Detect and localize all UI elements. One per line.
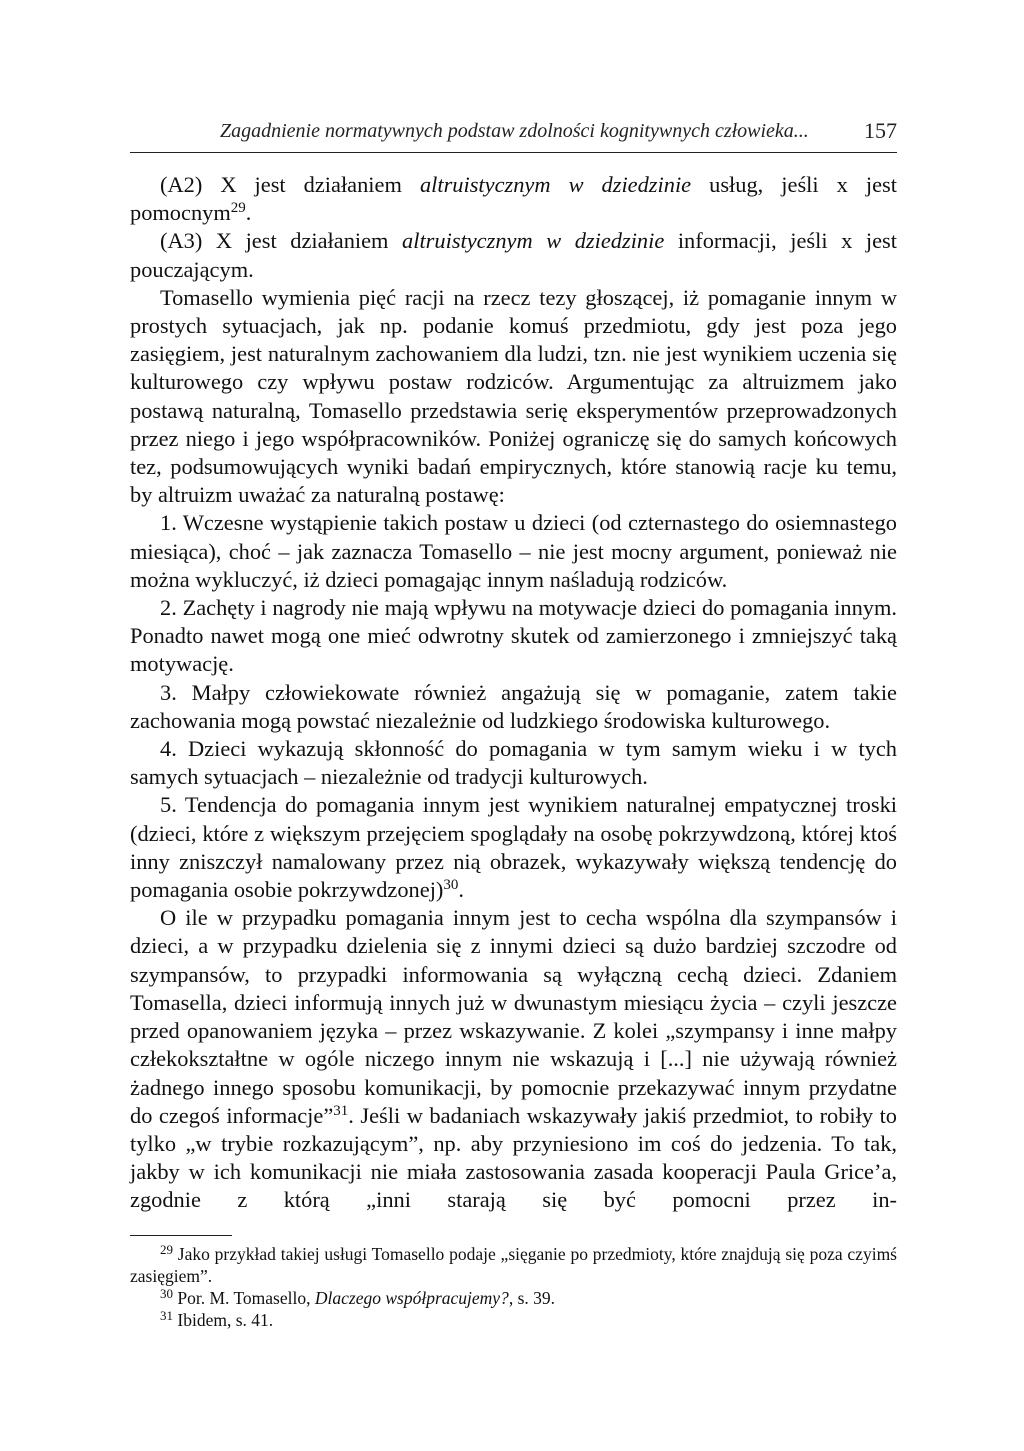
footnote-separator [130, 1235, 232, 1236]
list-item-2: 2. Zachęty i nagrody nie mają wpływu na motywacje dzieci do pomagania innym. Ponadto nawet mogą one mieć odwrotny skutek od zamierzonego i zmniejszyć taką motywację. [130, 595, 897, 677]
footnotes [130, 1243, 897, 1331]
footnote-30: $^{30}$ Por. M. Tomasello, Dlaczego współpracujemy?, s. 39. [160, 1286, 555, 1308]
definition-a2: (A2) X jest działaniem altruistycznym w dziedzinie usług, jeśli x jest pomocnym$^{29}$. [130, 172, 897, 226]
paragraph-reasons-intro: Tomasello wymienia pięć racji na rzecz tezy głoszącej, iż pomaganie innym w prostych sytuacjach, jak np. podanie komuś przedmiotu, gdy jest poza jego zasięgiem, jest naturalnym zachowaniem dla ludzi, tzn. nie jest wynikiem uczenia się kulturowego czy wpływu postaw rodziców. Argumentując za altruizmem jako postawą naturalną, Tomasello przedstawia serię eksperymentów przeprowadzonych przez niego i jego współpracowników. Poniżej ograniczę się do samych końcowych tez, podsumowujących wyniki badań empirycznych, które stanowią racje ku temu, by altruizm uważać za naturalną postawę: [130, 284, 897, 508]
footnote-31: $^{31}$ Ibidem, s. 41. [160, 1308, 274, 1330]
footnote-ref-31: 31 [333, 1102, 349, 1119]
main-text [130, 171, 897, 1215]
list-item-3: 3. Małpy człowiekowate również angażują się w pomaganie, zatem takie zachowania mogą powstać niezależnie od ludzkiego środowiska kulturowego. [130, 679, 897, 733]
footnote-ref-30: 30 [443, 877, 459, 894]
list-item-4: 4. Dzieci wykazują skłonność do pomagania w tym samym wieku i w tych samych sytuacjach – niezależnie od tradycji kulturowych. [130, 736, 897, 790]
running-title: Zagadnienie normatywnych podstaw zdolności kognitywnych człowieka... [220, 120, 809, 142]
paragraph-informing: O ile w przypadku pomagania innym jest to cecha wspólna dla szympansów i dzieci, a w przypadku dzielenia się z innymi dzieci są dużo bardziej szczodre od szympansów, to przypadki informowania są wyłączną cechą dzieci. Zdaniem Tomasella, dzieci informują innych już w dwunastym miesiącu życia – czyli jeszcze przed opanowaniem języka – przez wskazywanie. Z kolei „szympansy i inne małpy człekokształtne w ogóle niczego innym nie wskazują i [...] nie używają również żadnego innego sposobu komunikacji, by pomocnie przekazywać innym przydatne do czegoś informacje”$^{31}$. Jeśli w badaniach wskazywały jakiś przedmiot, to robiły to tylko „w trybie rozkazującym”, np. aby przyniesiono im coś do jedzenia. To tak, jakby w ich komunikacji nie miała zastosowania zasada kooperacji Paula Grice’a, zgodnie z którą „inni starają się być pomocni przez in- [130, 905, 897, 1213]
page-number: 157 [864, 118, 897, 143]
list-item-1: 1. Wczesne wystąpienie takich postaw u dzieci (od czternastego do osiemnastego miesiąca), choć – jak zaznacza Tomasello – nie jest mocny argument, ponieważ nie można wykluczyć, iż dzieci pomagając innym naśladują rodziców. [130, 510, 897, 592]
definition-a3: (A3) X jest działaniem altruistycznym w dziedzinie informacji, jeśli x jest pouczającym. [130, 228, 897, 282]
footnote-29: $^{29}$ Jako przykład takiej usługi Tomasello podaje „sięganie po przedmioty, które znajdują się poza czyimś zasięgiem”. [130, 1242, 897, 1286]
running-header [130, 116, 897, 153]
footnote-ref-29: 29 [230, 200, 246, 217]
list-item-5: 5. Tendencja do pomagania innym jest wynikiem naturalnej empatycznej troski (dzieci, które z większym przejęciem spoglądały na osobę pokrzywdzoną, której ktoś inny zniszczył namalowany przez nią obrazek, wykazywały większą tendencję do pomagania osobie pokrzywdzonej)$^{30}$. [130, 792, 897, 903]
